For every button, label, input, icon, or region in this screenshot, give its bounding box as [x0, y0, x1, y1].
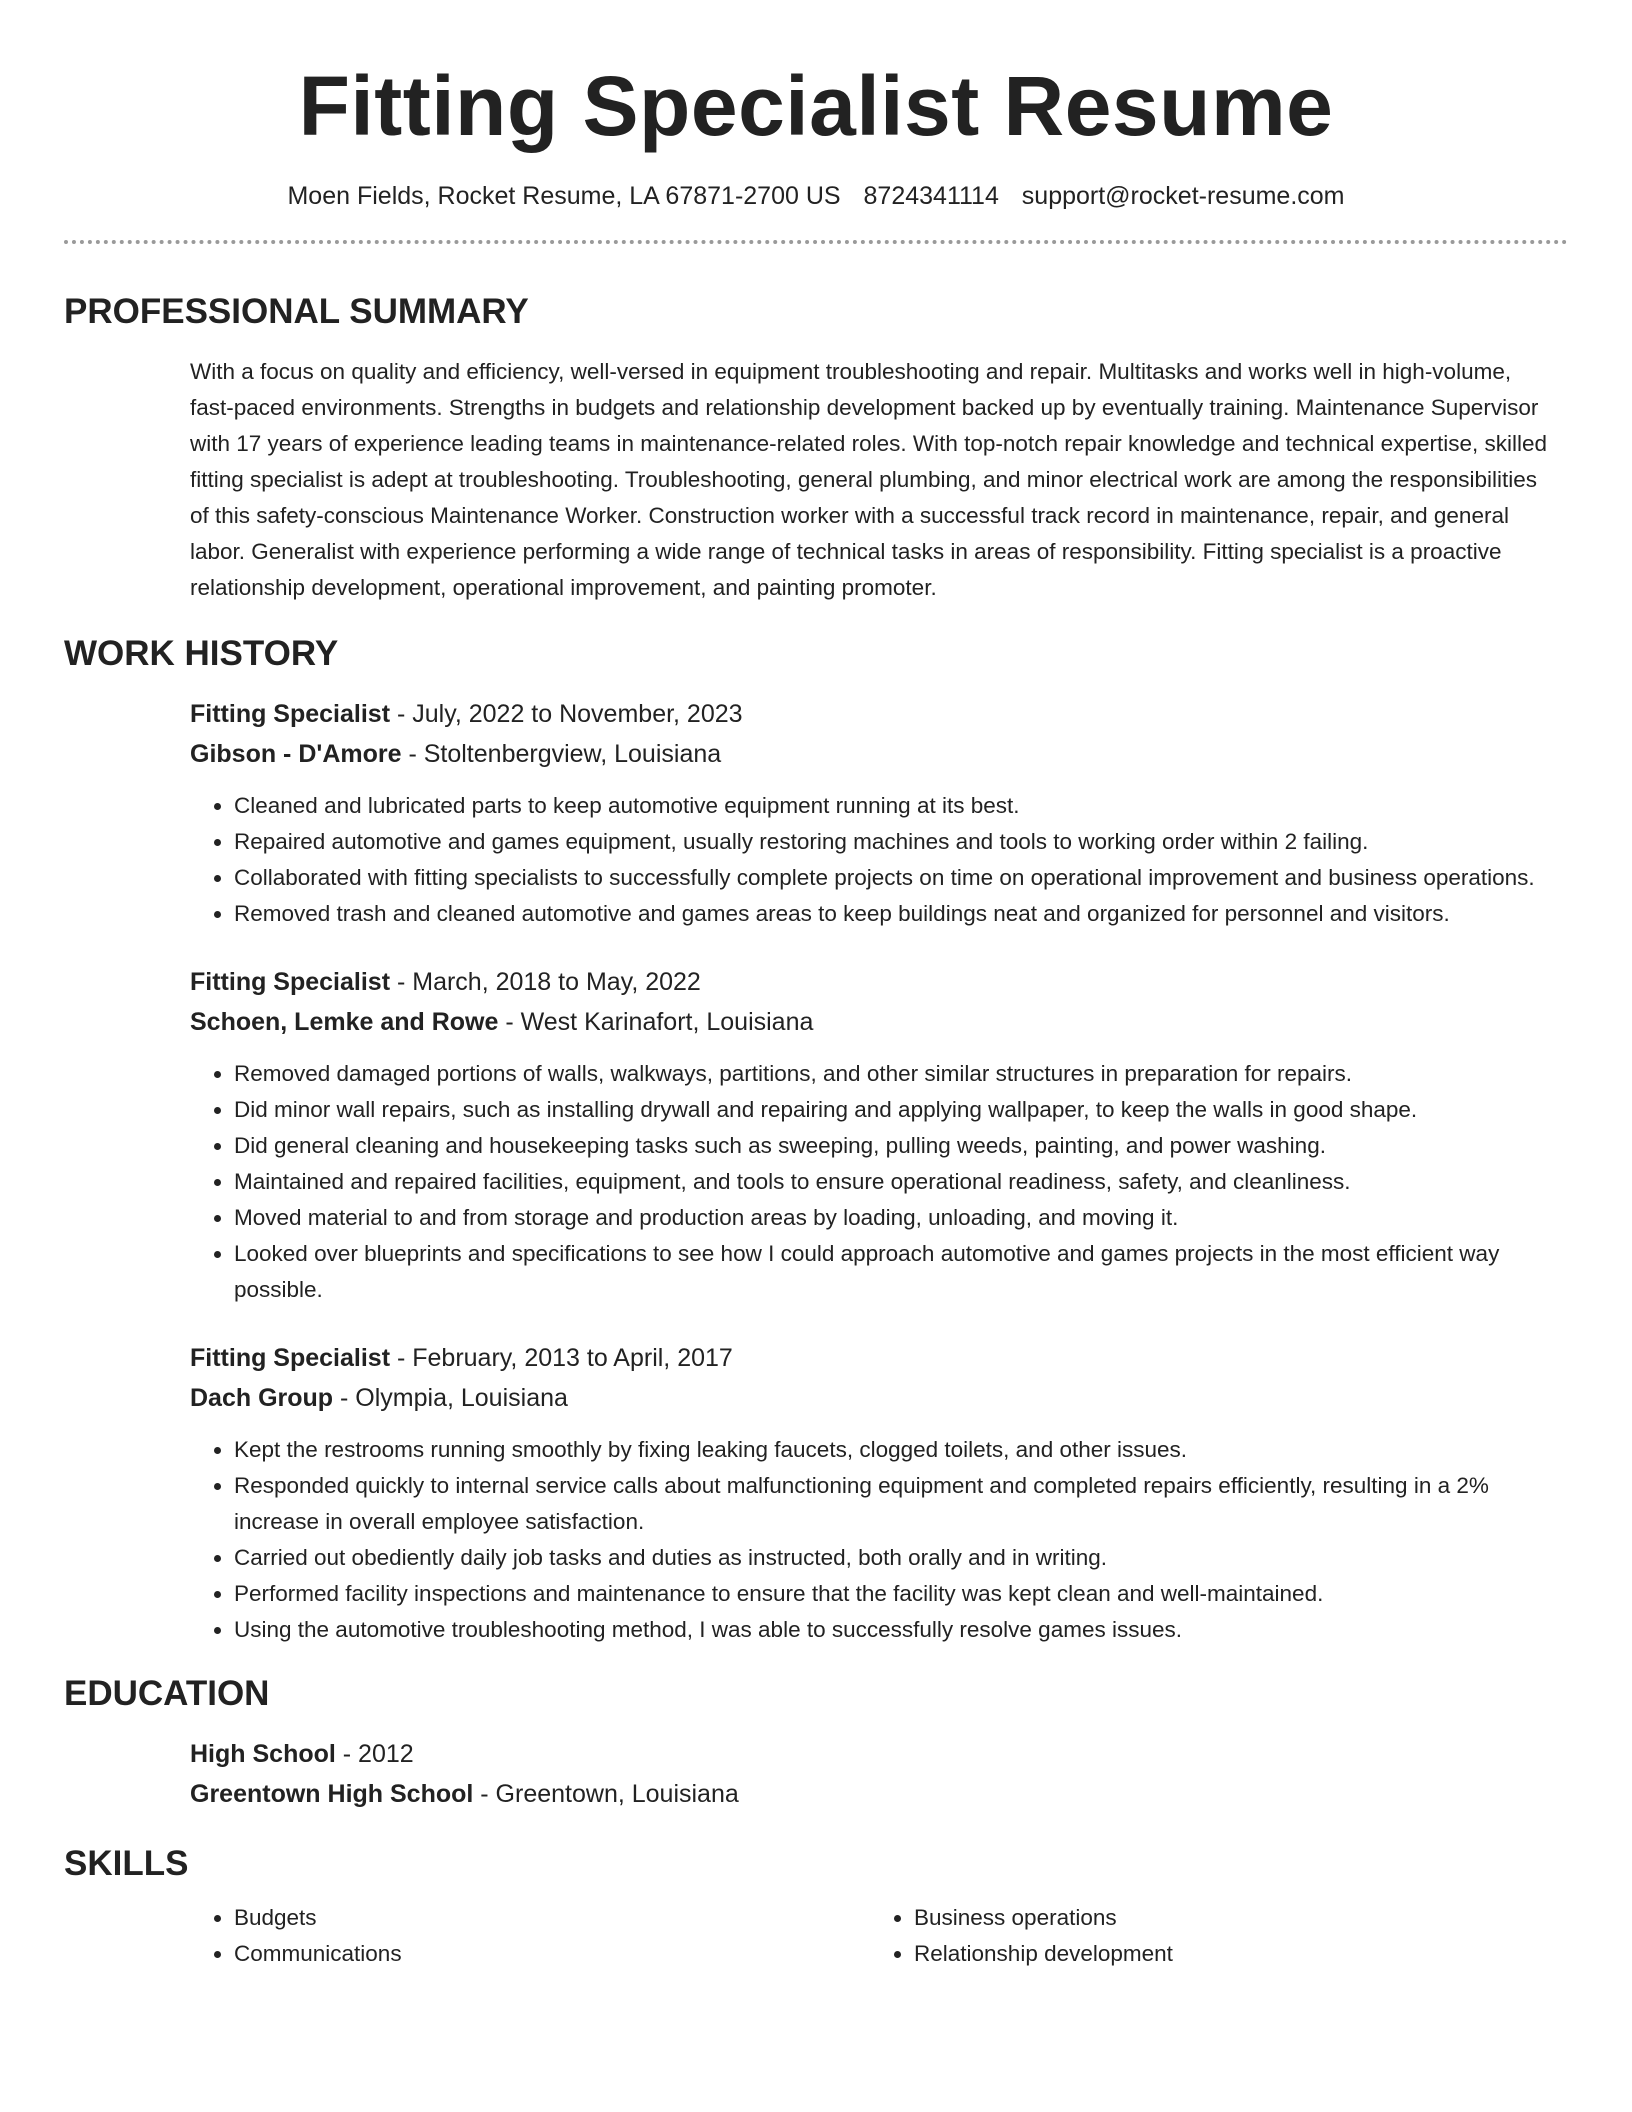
job-title-line	[190, 962, 1568, 1002]
contact-line	[64, 180, 1568, 212]
page-title: Fitting Specialist Resume	[298, 59, 1334, 153]
list-item: • Removed trash and cleaned automotive and games areas to keep buildings neat and organized for personnel and visitors.	[234, 896, 1568, 932]
job-title: Fitting Specialist	[190, 1344, 391, 1372]
job-bullets	[190, 1056, 1568, 1308]
list-item: • Carried out obediently daily job tasks and duties as instructed, both orally and in writing.	[234, 1540, 1568, 1576]
job-bullets	[190, 1432, 1568, 1648]
job-company-line	[190, 1378, 1568, 1418]
summary-text: With a focus on quality and efficiency, well-versed in equipment troubleshooting and repair. Multitasks and works well in high-volume, fast-paced environments. Strengths in budgets and relationship development backed up by eventually training. Maintenance Supervisor with 17 years of experience leading teams in maintenance-related roles. With top-notch repair knowledge and technical expertise, skilled fitting specialist is adept at troubleshooting. Troubleshooting, general plumbing, and minor electrical work are among the responsibilities of this safety-conscious Maintenance Worker. Construction worker with a successful track record in maintenance, repair, and general labor. Generalist with experience performing a wide range of technical tasks in areas of responsibility. Fitting specialist is a proactive relationship development, operational improvement, and painting promoter.	[190, 359, 1547, 600]
skills-column-right	[870, 1900, 1550, 1972]
skills-grid	[190, 1900, 1568, 1972]
job-title-line	[190, 1338, 1568, 1378]
header-divider	[64, 240, 1568, 244]
skills-list	[190, 1900, 870, 1972]
list-item: • Using the automotive troubleshooting method, I was able to successfully resolve games issues.	[234, 1612, 1568, 1648]
job-entry	[190, 1338, 1568, 1648]
skills-heading: SKILLS	[64, 1844, 189, 1883]
work-history-heading: WORK HISTORY	[64, 634, 339, 673]
list-item: • Responded quickly to internal service calls about malfunctioning equipment and completed repairs efficiently, resulting in a 2% increase in overall employee satisfaction.	[234, 1468, 1568, 1540]
job-location: - Stoltenbergview, Louisiana	[401, 740, 722, 768]
summary-section	[64, 290, 1568, 606]
contact-phone: 8724341114	[863, 182, 999, 210]
list-item: • Collaborated with fitting specialists to successfully complete projects on time on operational improvement and business operations.	[234, 860, 1568, 896]
job-title: Fitting Specialist	[190, 700, 391, 728]
list-item: • Did minor wall repairs, such as installing drywall and repairing and applying wallpaper, to keep the walls in good shape.	[234, 1092, 1568, 1128]
list-item: • Looked over blueprints and specifications to see how I could approach automotive and games projects in the most efficient way possible.	[234, 1236, 1568, 1308]
skill-item: • Relationship development	[914, 1936, 1550, 1972]
skills-list	[870, 1900, 1550, 1972]
job-dates: - February, 2013 to April, 2017	[390, 1344, 733, 1372]
job-location: - West Karinafort, Louisiana	[498, 1008, 814, 1036]
contact-email: support@rocket-resume.com	[1021, 182, 1345, 210]
job-dates: - July, 2022 to November, 2023	[390, 700, 743, 728]
skill-item: • Business operations	[914, 1900, 1550, 1936]
list-item: • Performed facility inspections and maintenance to ensure that the facility was kept clean and well-maintained.	[234, 1576, 1568, 1612]
summary-heading: PROFESSIONAL SUMMARY	[64, 292, 529, 331]
skill-item: • Budgets	[234, 1900, 870, 1936]
job-entry	[190, 694, 1568, 932]
education-degree: High School	[190, 1740, 336, 1768]
education-location: - Greentown, Louisiana	[473, 1780, 739, 1808]
education-school-line	[190, 1774, 1568, 1814]
job-entry	[190, 962, 1568, 1308]
list-item: • Moved material to and from storage and production areas by loading, unloading, and moving it.	[234, 1200, 1568, 1236]
skill-item: • Communications	[234, 1936, 870, 1972]
education-degree-line	[190, 1734, 1568, 1774]
resume-page	[64, 0, 1568, 1972]
education-year: - 2012	[335, 1740, 414, 1768]
contact-address: Moen Fields, Rocket Resume, LA 67871-2700 US	[287, 182, 841, 210]
education-section	[64, 1672, 1568, 1814]
list-item: • Removed damaged portions of walls, walkways, partitions, and other similar structures in preparation for repairs.	[234, 1056, 1568, 1092]
job-company-line	[190, 734, 1568, 774]
list-item: • Kept the restrooms running smoothly by fixing leaking faucets, clogged toilets, and other issues.	[234, 1432, 1568, 1468]
work-history-section	[64, 632, 1568, 1648]
list-item: • Maintained and repaired facilities, equipment, and tools to ensure operational readiness, safety, and cleanliness.	[234, 1164, 1568, 1200]
list-item: • Cleaned and lubricated parts to keep automotive equipment running at its best.	[234, 788, 1568, 824]
job-bullets	[190, 788, 1568, 932]
education-heading: EDUCATION	[64, 1674, 270, 1713]
job-company-line	[190, 1002, 1568, 1042]
education-entry	[190, 1734, 1568, 1814]
skills-section	[64, 1842, 1568, 1972]
job-company: Dach Group	[190, 1384, 334, 1412]
job-dates: - March, 2018 to May, 2022	[390, 968, 701, 996]
job-title-line	[190, 694, 1568, 734]
list-item: • Repaired automotive and games equipment, usually restoring machines and tools to working order within 2 failing.	[234, 824, 1568, 860]
job-location: - Olympia, Louisiana	[333, 1384, 568, 1412]
education-school: Greentown High School	[190, 1780, 474, 1808]
job-company: Schoen, Lemke and Rowe	[190, 1008, 499, 1036]
skills-column-left	[190, 1900, 870, 1972]
list-item: • Did general cleaning and housekeeping tasks such as sweeping, pulling weeds, painting, and power washing.	[234, 1128, 1568, 1164]
job-company: Gibson - D'Amore	[190, 740, 402, 768]
job-title: Fitting Specialist	[190, 968, 391, 996]
